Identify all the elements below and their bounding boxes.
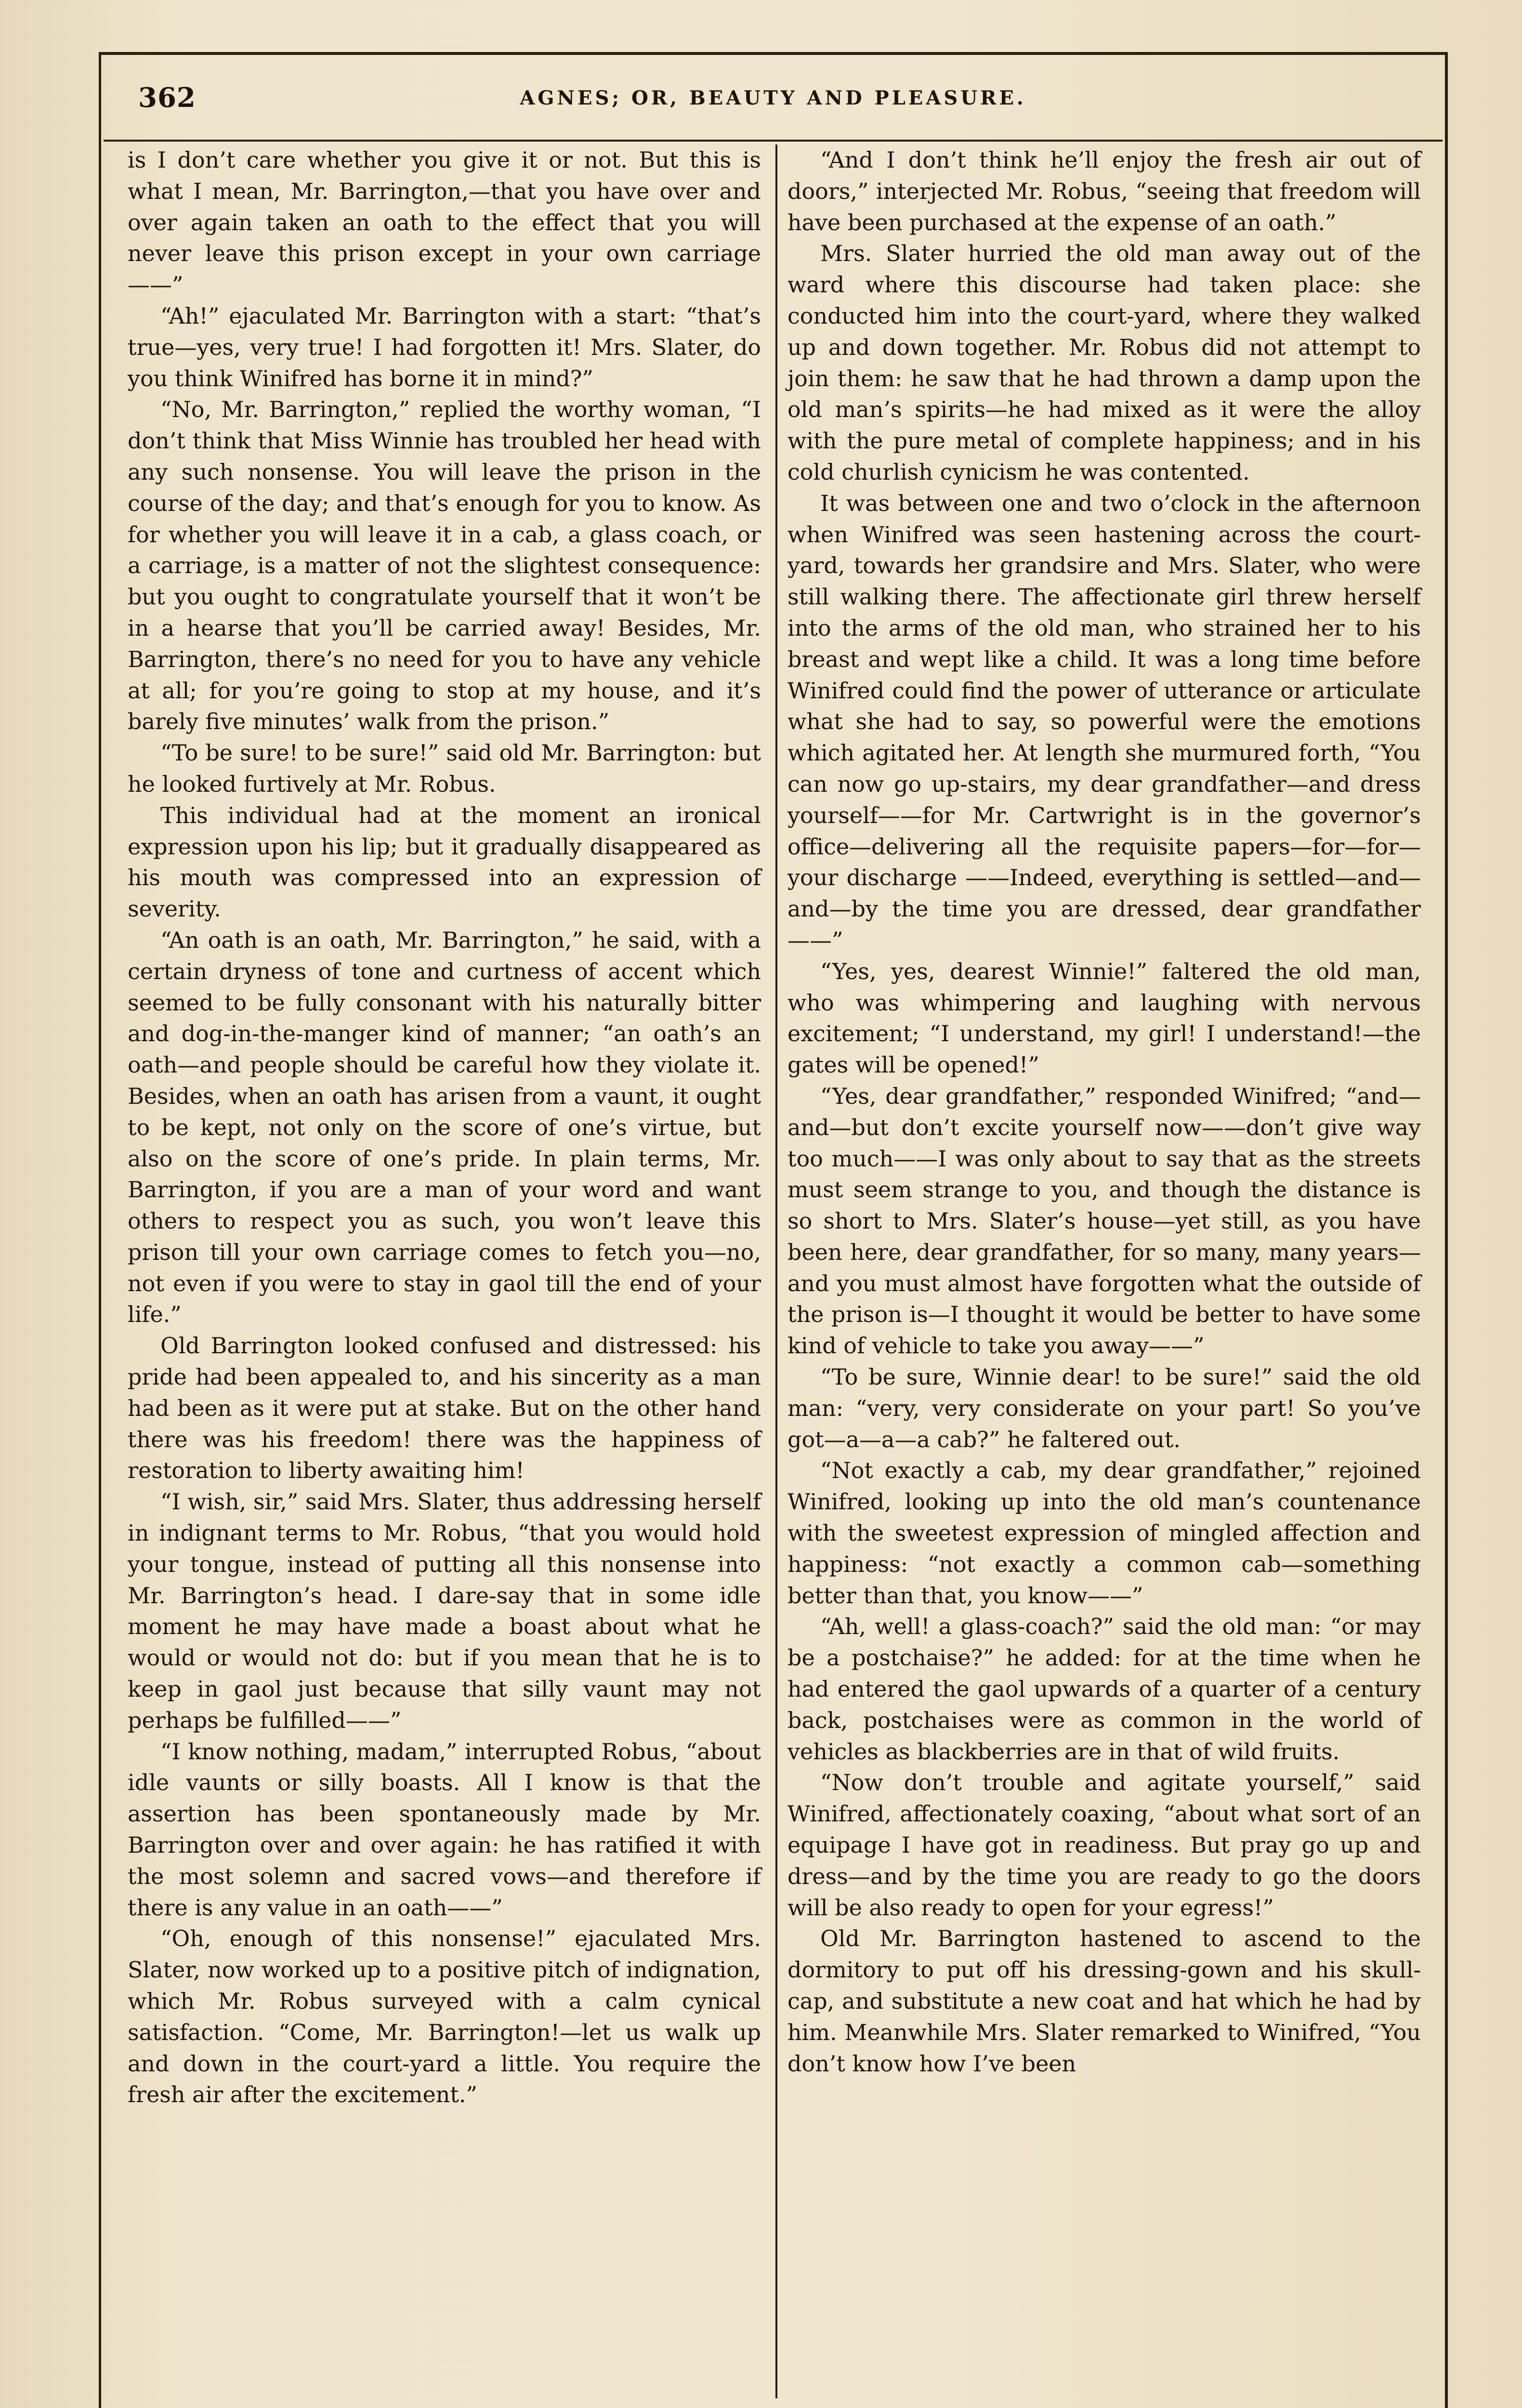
paragraph: “An oath is an oath, Mr. Barrington,” he said, with a certain dryness of tone and curtness of accent which seemed to be fully consonant with his naturally bitter and dog-in-the-manger kind of manner; “an oath’s an oath—and people should be careful how they violate it. Besides, when an oath has arisen from a vaunt, it ought to be kept, not only on the score of one’s virtue, but also on the score of one’s pride. In plain terms, Mr. Barrington, if you are a man of your word and want others to respect you as such, you won’t leave this prison till your own carriage comes to fetch you—no, not even if you were to stay in gaol till the end of your life.”: [128, 927, 761, 1328]
paragraph: “I wish, sir,” said Mrs. Slater, thus addressing herself in indignant terms to Mr. Robus, “that you would hold your tongue, instead of putting all this nonsense into Mr. Barrington’s head. I dare-say that in some idle moment he may have made a boast about what he would or would not do: but if you mean that he is to keep in gaol just because that silly vaunt may not perhaps be fulfilled——”: [128, 1489, 761, 1733]
frame-right-rule: [1445, 52, 1448, 2408]
paragraph: “Yes, dear grandfather,” responded Winifred; “and—and—but don’t excite yourself now——don’t give way too much——I was only about to say that as the streets must seem strange to you, and though the distance is so short to Mrs. Slater’s house—yet still, as you have been here, dear grandfather, for so many, many years—and you must almost have forgotten what the outside of the prison is—I thought it would be better to have some kind of vehicle to take you away——”: [787, 1083, 1421, 1359]
paragraph: “Ah, well! a glass-coach?” said the old man: “or may be a postchaise?” he added: for at the time when he had entered the gaol upwards of a quarter of a century back, postchaises were as common in the world of vehicles as blackberries are in that of wild fruits.: [787, 1613, 1421, 1765]
paragraph: “No, Mr. Barrington,” replied the worthy woman, “I don’t think that Miss Winnie has troubled her head with any such nonsense. You will leave the prison in the course of the day; and that’s enough for you to know. As for whether you will leave it in a cab, a glass coach, or a carriage, is a matter of not the slightest consequence: but you ought to congratulate yourself that it won’t be in a hearse that you’ll be carried away! Besides, Mr. Barrington, there’s no need for you to have any vehicle at all; for you’re going to stop at my house, and it’s barely five minutes’ walk from the prison.”: [128, 396, 761, 735]
paragraph: Old Barrington looked confused and distressed: his pride had been appealed to, and his sincerity as a man had been as it were put at stake. But on the other hand there was his freedom! there was the happiness of restoration to liberty awaiting him!: [128, 1333, 761, 1484]
frame-top-rule: [99, 52, 1447, 55]
paragraph: Mrs. Slater hurried the old man away out of the ward where this discourse had taken place: she conducted him into the court-yard, where they walked up and down together. Mr. Robus did not attempt to join them: he saw that he had thrown a damp upon the old man’s spirits—he had mixed as it were the alloy with the pure metal of complete happiness; and in his cold churlish cynicism he was contented.: [787, 240, 1421, 485]
paragraph: “I know nothing, madam,” interrupted Robus, “about idle vaunts or silly boasts. All I know is that the assertion has been spontaneously made by Mr. Barrington over and over again: he has ratified it with the most solemn and sacred vows—and therefore if there is any value in an oath——”: [128, 1738, 761, 1921]
page-number: 362: [138, 82, 196, 114]
paragraph: “To be sure, Winnie dear! to be sure!” said the old man: “very, very considerate on your part! So you’ve got—a—a—a cab?” he faltered out.: [787, 1364, 1421, 1453]
running-title: AGNES; OR, BEAUTY AND PLEASURE.: [520, 87, 1026, 109]
page-header: [104, 72, 1443, 130]
paragraph: “Not exactly a cab, my dear grandfather,” rejoined Winifred, looking up into the old man’s countenance with the sweetest expression of mingled affection and happiness: “not exactly a common cab—something better than that, you know——”: [787, 1457, 1421, 1609]
paragraph: “Yes, yes, dearest Winnie!” faltered the old man, who was whimpering and laughing with nervous excitement; “I understand, my girl! I understand!—the gates will be opened!”: [787, 958, 1421, 1078]
paragraph: “Now don’t trouble and agitate yourself,” said Winifred, affectionately coaxing, “about what sort of an equipage I have got in readiness. But pray go up and dress—and by the time you are ready to go the doors will be also ready to open for your egress!”: [787, 1769, 1421, 1921]
paragraph: It was between one and two o’clock in the afternoon when Winifred was seen hastening across the court-yard, towards her grandsire and Mrs. Slater, who were still walking there. The affectionate girl threw herself into the arms of the old man, who strained her to his breast and wept like a child. It was a long time before Winifred could find the power of utterance or articulate what she had to say, so powerful were the emotions which agitated her. At length she murmured forth, “You can now go up-stairs, my dear grandfather—and dress yourself——for Mr. Cartwright is in the governor’s office—delivering all the requisite papers—for—for—your discharge ——Indeed, everything is settled—and—and—by the time you are dressed, dear grandfather——”: [787, 490, 1421, 953]
paragraph: “Ah!” ejaculated Mr. Barrington with a start: “that’s true—yes, very true! I had forgotten it! Mrs. Slater, do you think Winifred has borne it in mind?”: [128, 302, 761, 392]
column-divider: [775, 144, 777, 2398]
right-column: [787, 144, 1421, 2079]
frame-left-rule: [99, 52, 101, 2408]
left-column: [128, 144, 761, 2110]
paragraph: Old Mr. Barrington hastened to ascend to the dormitory to put off his dressing-gown and his skull-cap, and substitute a new coat and hat which he had by him. Meanwhile Mrs. Slater remarked to Winifred, “You don’t know how I’ve been: [787, 1925, 1421, 2077]
paragraph: “And I don’t think he’ll enjoy the fresh air out of doors,” interjected Mr. Robus, “seeing that freedom will have been purchased at the expense of an oath.”: [787, 147, 1421, 236]
paragraph: This individual had at the moment an ironical expression upon his lip; but it gradually disappeared as his mouth was compressed into an expression of severity.: [128, 802, 761, 922]
paragraph: is I don’t care whether you give it or not. But this is what I mean, Mr. Barrington,—that you have over and over again taken an oath to the effect that you will never leave this prison except in your own carriage——”: [128, 147, 761, 298]
header-rule: [104, 140, 1443, 142]
paragraph: “Oh, enough of this nonsense!” ejaculated Mrs. Slater, now worked up to a positive pitch of indignation, which Mr. Robus surveyed with a calm cynical satisfaction. “Come, Mr. Barrington!—let us walk up and down in the court-yard a little. You require the fresh air after the excitement.”: [128, 1925, 761, 2108]
paragraph: “To be sure! to be sure!” said old Mr. Barrington: but he looked furtively at Mr. Robus.: [128, 740, 761, 797]
